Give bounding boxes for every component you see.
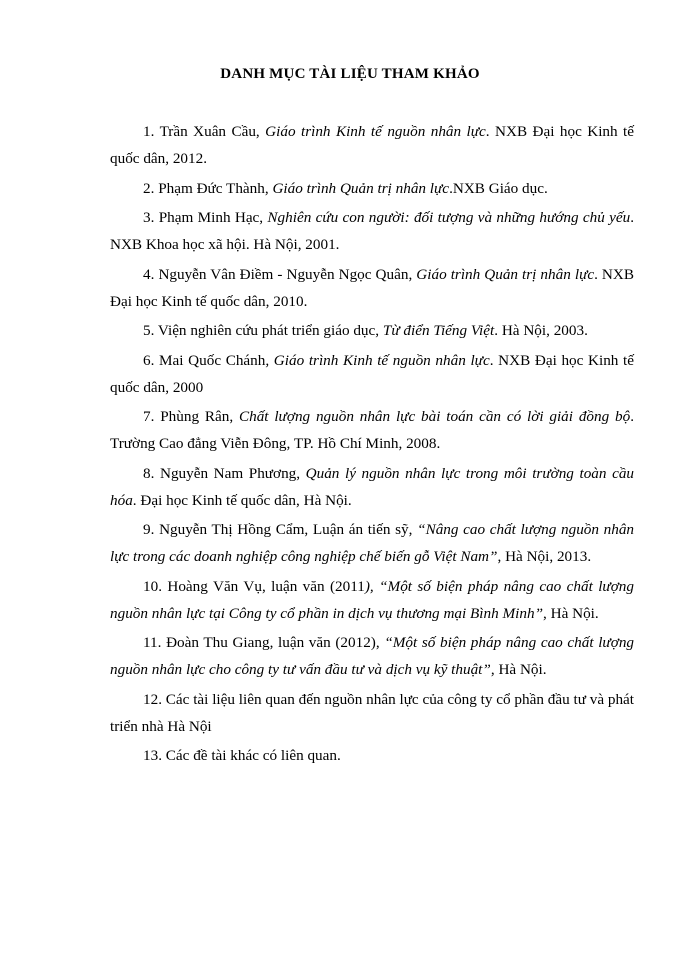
reference-item [110,629,634,683]
reference-publisher: . NXB Khoa học xã hội. Hà Nội, 2001. [110,209,634,253]
reference-item [110,347,634,401]
reference-author: Hoàng Văn Vụ, luận văn (2011 [167,577,365,595]
reference-author: Nguyễn Vân Điềm - Nguyễn Ngọc Quân, [158,265,417,283]
reference-title: Chất lượng nguồn nhân lực bài toán cần có lời giải đồng bộ [238,408,631,425]
reference-number: 6. [143,351,155,369]
reference-publisher: , Hà Nội. [543,604,599,622]
reference-publisher: . NXB Đại học Kinh tế quốc dân, 2010. [110,265,634,310]
reference-number: 2. [143,179,155,197]
reference-title: “Nâng cao chất lượng nguồn nhân lực trong các doanh nghiệp công nghiệp chế biến gỗ Việt Nam” [110,521,635,565]
reference-item [110,460,634,514]
reference-item [110,118,634,172]
reference-author: Viện nghiên cứu phát triển giáo dục, [157,322,383,339]
reference-publisher: . NXB Đại học Kinh tế quốc dân, 2012. [110,123,635,167]
page-title: DANH MỤC TÀI LIỆU THAM KHẢO [220,66,480,82]
reference-title: “Một số biện pháp nâng cao chất lượng nguồn nhân lực cho công ty tư vấn đầu tư và dịch vụ kỹ thuật” [110,634,635,678]
reference-number: 3. [143,209,155,226]
reference-author: Phùng Rân, [160,408,239,425]
reference-item [110,516,634,570]
reference-number: 13. [143,747,162,764]
reference-author: Phạm Đức Thành, [158,179,273,197]
reference-author: Nguyễn Thị Hồng Cẩm, Luận án tiến sỹ, [159,521,418,538]
reference-number: 4. [143,265,155,283]
reference-item [110,742,634,769]
reference-title: ), “Một số biện pháp nâng cao chất lượng nguồn nhân lực tại Công ty cổ phần in dịch vụ thương mại Bình Minh” [110,577,634,622]
reference-number: 1. [143,123,155,140]
reference-number: 8. [143,464,155,482]
reference-item [110,261,634,315]
reference-author: Nguyễn Nam Phương, [159,464,306,482]
reference-number: 9. [143,521,155,538]
reference-title: Giáo trình Quản trị nhân lực [416,265,595,283]
reference-author: Các tài liệu liên quan đến nguồn nhân lực của công ty cổ phần đầu tư và phát triển nhà Hà Nội [110,690,635,735]
reference-publisher: . Đại học Kinh tế quốc dân, Hà Nội. [132,491,352,509]
reference-publisher: . NXB Đại học Kinh tế quốc dân, 2000 [110,351,635,396]
reference-author: Đoàn Thu Giang, luận văn (2012), [166,634,385,651]
reference-title: , Giáo trình Kinh tế nguồn nhân lực [265,351,490,369]
reference-item [110,686,634,740]
reference-item [110,317,634,344]
reference-publisher: . Hà Nội, 2003. [494,322,588,339]
reference-publisher: .NXB Giáo dục. [449,179,548,197]
reference-publisher: , Hà Nội, 2013. [497,548,592,565]
reference-title: Quản lý nguồn nhân lực trong môi trường toàn cầu hóa [110,464,635,509]
reference-number: 7. [143,408,155,425]
reference-title: Giáo trình Kinh tế nguồn nhân lực [265,123,486,140]
reference-author: Phạm Minh Hạc, [158,209,268,226]
reference-number: 10. [143,577,162,595]
reference-author: Các đề tài khác có liên quan. [165,747,341,764]
reference-item [110,175,634,202]
reference-author: Mai Quốc Chánh [159,351,266,369]
reference-number: 11. [143,634,162,651]
reference-title: Nghiên cứu con người: đối tượng và những hướng chủ yếu [267,209,631,226]
reference-title: Từ điển Tiếng Việt [382,322,495,339]
reference-number: 12. [143,690,162,708]
reference-item [110,403,634,457]
reference-title: Giáo trình Quản trị nhân lực [272,179,450,197]
reference-item [110,573,634,627]
reference-author: Trần Xuân Cầu, [159,123,266,140]
reference-item [110,204,634,258]
reference-publisher: . Trường Cao đẳng Viễn Đông, TP. Hồ Chí Minh, 2008. [110,408,635,452]
reference-number: 5. [143,322,155,339]
reference-list [110,118,634,772]
reference-publisher: , Hà Nội. [490,661,547,678]
